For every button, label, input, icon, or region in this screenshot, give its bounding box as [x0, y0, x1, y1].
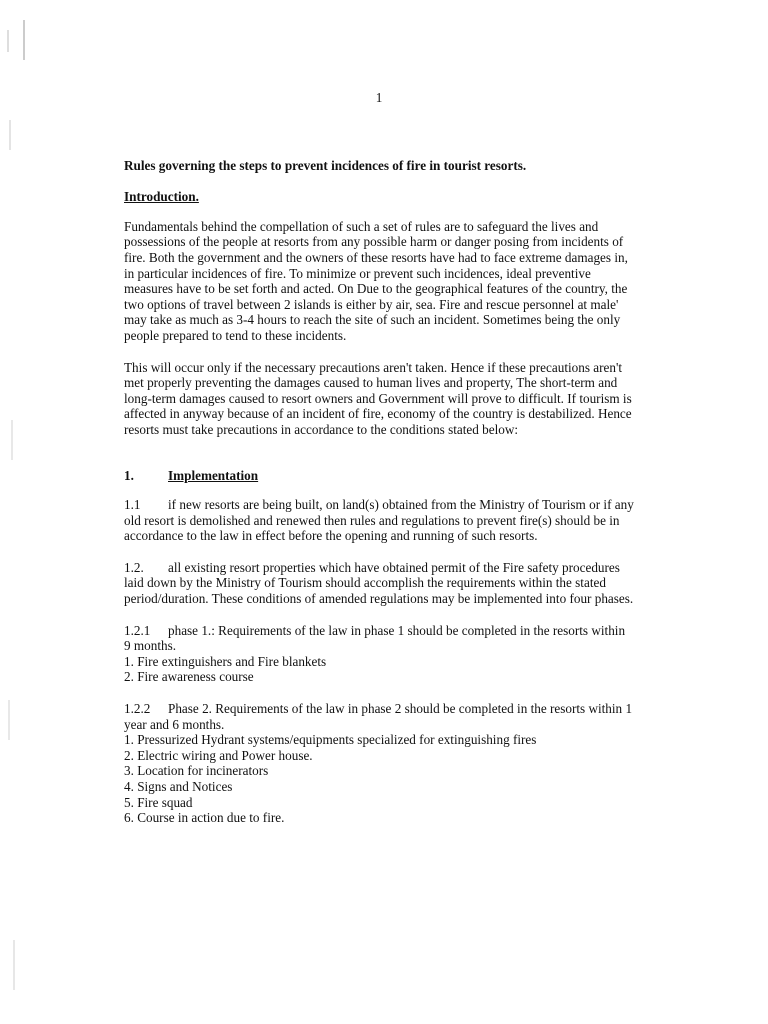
phase-1-list — [124, 654, 634, 685]
section-label: Implementation — [168, 467, 259, 483]
clause-1-2-1 — [124, 623, 634, 685]
document-body — [124, 90, 634, 842]
intro-paragraph-2: This will occur only if the necessary precautions aren't taken. Hence if these precautions aren't met properly preventing the damages caused to human lives and property, The short-term and long-term damages caused to resort owners and Government will prove to difficult. If tourism is affected in anyway because of an incident of fire, economy of the country is destabilized. Hence resorts must take precautions in accordance to the conditions stated below: — [124, 359, 632, 437]
clause-number: 1.2. — [124, 559, 144, 575]
clause-text: Phase 2. Requirements of the law in phase 2 should be completed in the resorts within 1 year and 6 months. — [124, 701, 633, 732]
phase-2-list — [124, 732, 634, 826]
clause-lead — [124, 701, 634, 732]
clause-text: phase 1.: Requirements of the law in phase 1 should be completed in the resorts within 9 months. — [124, 622, 626, 654]
list-item: 1. Fire extinguishers and Fire blankets — [124, 653, 327, 669]
list-item: 5. Fire squad — [124, 794, 193, 810]
list-item: 1. Pressurized Hydrant systems/equipments specialized for extinguishing fires — [124, 732, 537, 748]
introduction-heading: Introduction. — [124, 189, 199, 205]
list-item: 2. Fire awareness course — [124, 669, 254, 685]
clause-number: 1.1 — [124, 497, 141, 513]
clause-text: all existing resort properties which have obtained permit of the Fire safety procedures laid down by the Ministry of Tourism should accomplish the requirements within the stated period/duration. These conditions of amended regulations may be implemented into four phases. — [124, 559, 634, 607]
list-item: 2. Electric wiring and Power house. — [124, 747, 313, 763]
clause-lead — [124, 623, 634, 654]
list-item: 6. Course in action due to fire. — [124, 810, 285, 826]
clause-number: 1.2.2 — [124, 701, 151, 717]
clause-1-2 — [124, 560, 634, 607]
intro-paragraph-1: Fundamentals behind the compellation of such a set of rules are to safeguard the lives and possessions of the people at resorts from any possible harm or danger posing from incidents of fire. Both the government and the owners of these resorts have had to face extreme damages in, in particular incidences of fire. To minimize or prevent such incidences, ideal preventive measures have to be set forth and acted. On Due to the geographical features of the country, the two options of travel between 2 islands is either by air, sea. Fire and rescue personnel at male' may take as much as 3-4 hours to reach the site of such an incident. Sometimes being the only people prepared to tend to these incidents. — [124, 218, 628, 343]
list-item: 3. Location for incinerators — [124, 763, 269, 779]
section-heading — [124, 468, 634, 484]
scan-margin-marks — [0, 0, 40, 1024]
clause-1-2-2 — [124, 701, 634, 826]
section-number: 1. — [124, 467, 134, 483]
clause-text: if new resorts are being built, on land(s) obtained from the Ministry of Tourism or if any old resort is demolished and renewed then rules and regulations to prevent fire(s) should be in accordance to the law in effect before the opening and running of such resorts. — [124, 497, 634, 544]
list-item: 4. Signs and Notices — [124, 779, 233, 794]
clause-1-1 — [124, 497, 634, 544]
page-number: 1 — [375, 90, 383, 105]
document-title: Rules governing the steps to prevent incidences of fire in tourist resorts. — [124, 157, 527, 173]
clause-number: 1.2.1 — [124, 622, 151, 638]
